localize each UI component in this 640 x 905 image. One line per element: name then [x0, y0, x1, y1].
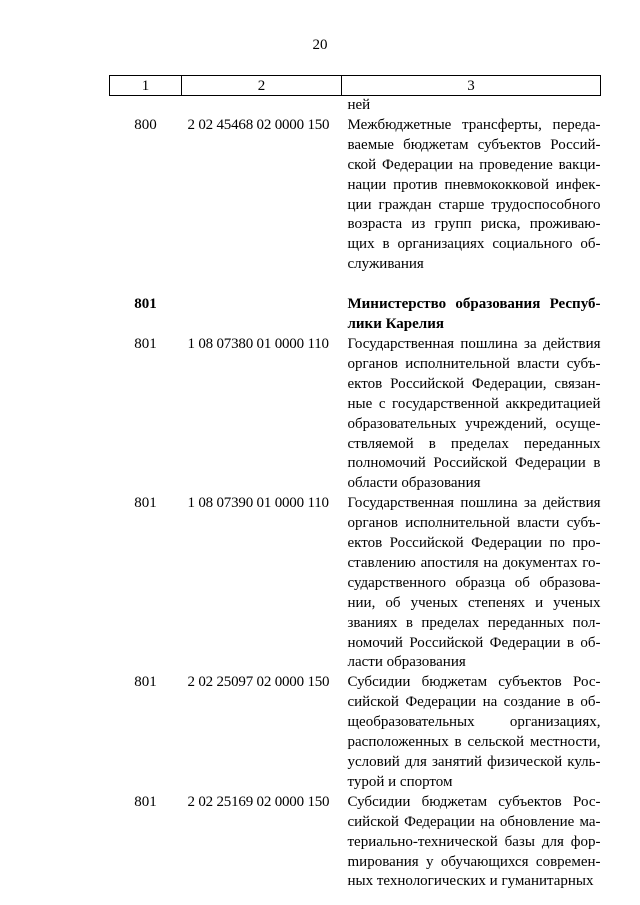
row-spacer — [110, 275, 601, 295]
description-cell: Субсидии бюджетам субъектов Российской Федерации на создание в общеобразовательных организациях, расположенных в сельской местности, условий для занятий физической культурой и спортом — [347, 674, 601, 790]
column-header-3: 3 — [342, 76, 601, 96]
table-row — [110, 96, 601, 116]
description-cell: Государственная пошлина за действия органов исполнительной власти субъектов Российской Федерации, связанные с государственной аккредитацией образовательных учреждений, осуществляемой в пределах переданных полномочий Российской Федерации в области образования — [347, 335, 601, 492]
budget-code-cell — [182, 295, 342, 335]
budget-code-cell: 2 02 25169 02 0000 150 — [187, 793, 330, 810]
description-cell: Министерство образования Республики Карелия — [347, 296, 601, 333]
column-header-2: 2 — [182, 76, 342, 96]
spacer-cell — [342, 275, 601, 295]
admin-code-cell: 800 — [134, 116, 157, 133]
table-row — [110, 116, 601, 275]
admin-code-cell: 801 — [134, 495, 157, 512]
description-cell: Государственная пошлина за действия органов исполнительной власти субъектов Российской Федерации по проставлению апостиля на документах государственного образца об образовании, об ученых степенях и ученых званиях в пределах переданных полномочий Российской Федерации в области образования — [347, 495, 601, 671]
description-cell: Субсидии бюджетам субъектов Российской Федерации на обновление материально-технической базы для форmирования у обучающихся современных технологических и гуманитарных — [347, 793, 601, 890]
admin-code-cell: 801 — [134, 793, 157, 810]
description-cell: Межбюджетные трансферты, передаваемые бюджетам субъектов Российской Федерации на проведение вакцинации против пневмококковой инфекции граждан старше трудоспособного возраста из групп риска, проживающих в организациях социального обслуживания — [347, 116, 601, 273]
admin-code-cell: 801 — [134, 335, 157, 352]
admin-code-cell: 801 — [134, 296, 157, 313]
budget-code-cell: 2 02 25097 02 0000 150 — [187, 674, 330, 691]
table-body — [110, 96, 601, 893]
page-number: 20 — [312, 37, 328, 53]
table-row — [110, 494, 601, 673]
spacer-cell — [110, 275, 182, 295]
admin-code-cell: 801 — [134, 674, 157, 691]
table-row — [110, 673, 601, 792]
description-cell: ней — [347, 97, 371, 113]
table-row — [110, 335, 601, 494]
table-row — [110, 793, 601, 893]
table-row — [110, 295, 601, 335]
budget-code-cell: 1 08 07390 01 0000 110 — [187, 495, 329, 512]
table-header-row — [110, 76, 601, 96]
budget-codes-table — [109, 75, 601, 892]
budget-code-cell: 2 02 45468 02 0000 150 — [187, 116, 330, 133]
budget-code-cell — [182, 96, 342, 116]
budget-code-cell: 1 08 07380 01 0000 110 — [187, 335, 329, 352]
admin-code-cell — [110, 96, 182, 116]
column-header-1: 1 — [110, 76, 182, 96]
spacer-cell — [182, 275, 342, 295]
